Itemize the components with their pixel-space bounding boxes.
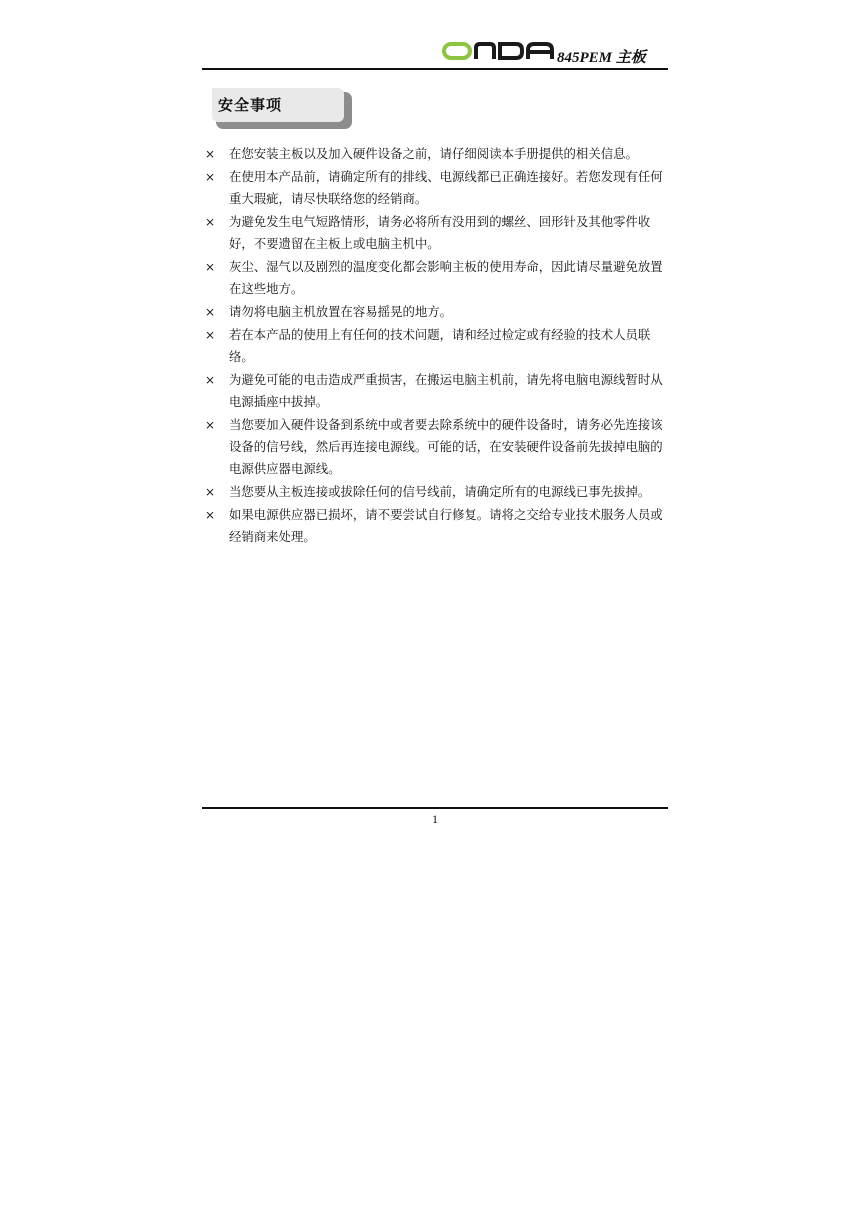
- note-text: 若在本产品的使用上有任何的技术问题，请和经过检定或有经验的技术人员联络。: [229, 327, 651, 364]
- note-text: 灰尘、湿气以及剧烈的温度变化都会影响主板的使用寿命，因此请尽量避免放置在这些地方。: [229, 259, 663, 296]
- list-item: [202, 369, 668, 413]
- bullet-cross-icon: ×: [205, 260, 216, 274]
- list-item: [202, 414, 668, 480]
- document-title: 845PEM 主板: [557, 50, 646, 66]
- list-item: [202, 301, 668, 323]
- bullet-cross-icon: ×: [205, 508, 216, 522]
- footer-rule: [202, 807, 668, 809]
- list-item: [202, 143, 668, 165]
- bullet-cross-icon: ×: [205, 485, 216, 499]
- bullet-cross-icon: ×: [205, 170, 216, 184]
- section-heading: 安全事项: [218, 96, 283, 114]
- note-text: 为避免发生电气短路情形，请务必将所有没用到的螺丝、回形针及其他零件收好，不要遗留在主板上或电脑主机中。: [229, 214, 651, 251]
- section-tab: [212, 88, 350, 128]
- list-item: [202, 211, 668, 255]
- note-text: 在您安装主板以及加入硬件设备之前，请仔细阅读本手册提供的相关信息。: [229, 146, 638, 161]
- page-number: 1: [432, 812, 438, 826]
- bullet-cross-icon: ×: [205, 147, 216, 161]
- note-text: 请勿将电脑主机放置在容易摇晃的地方。: [229, 304, 453, 319]
- page-header: [202, 36, 668, 70]
- list-item: [202, 166, 668, 210]
- onda-logo: [442, 39, 554, 63]
- tab-face: [212, 88, 344, 122]
- note-text: 在使用本产品前，请确定所有的排线、电源线都已正确连接好。若您发现有任何重大瑕疵，请尽快联络您的经销商。: [229, 169, 663, 206]
- note-text: 如果电源供应器已损坏，请不要尝试自行修复。请将之交给专业技术服务人员或经销商来处理。: [229, 507, 663, 544]
- bullet-cross-icon: ×: [205, 215, 216, 229]
- list-item: [202, 256, 668, 300]
- safety-notes-list: [202, 143, 668, 549]
- bullet-cross-icon: ×: [205, 418, 216, 432]
- list-item: [202, 481, 668, 503]
- note-text: 当您要加入硬件设备到系统中或者要去除系统中的硬件设备时，请务必先连接该设备的信号线，然后再连接电源线。可能的话，在安装硬件设备前先拔掉电脑的电源供应器电源线。: [229, 417, 663, 476]
- list-item: [202, 324, 668, 368]
- bullet-cross-icon: ×: [205, 373, 216, 387]
- note-text: 为避免可能的电击造成严重损害，在搬运电脑主机前，请先将电脑电源线暂时从电源插座中拔掉。: [229, 372, 663, 409]
- note-text: 当您要从主板连接或拔除任何的信号线前，请确定所有的电源线已事先拔掉。: [229, 484, 651, 499]
- bullet-cross-icon: ×: [205, 305, 216, 319]
- header-rule: [202, 68, 668, 70]
- bullet-cross-icon: ×: [205, 328, 216, 342]
- list-item: [202, 504, 668, 548]
